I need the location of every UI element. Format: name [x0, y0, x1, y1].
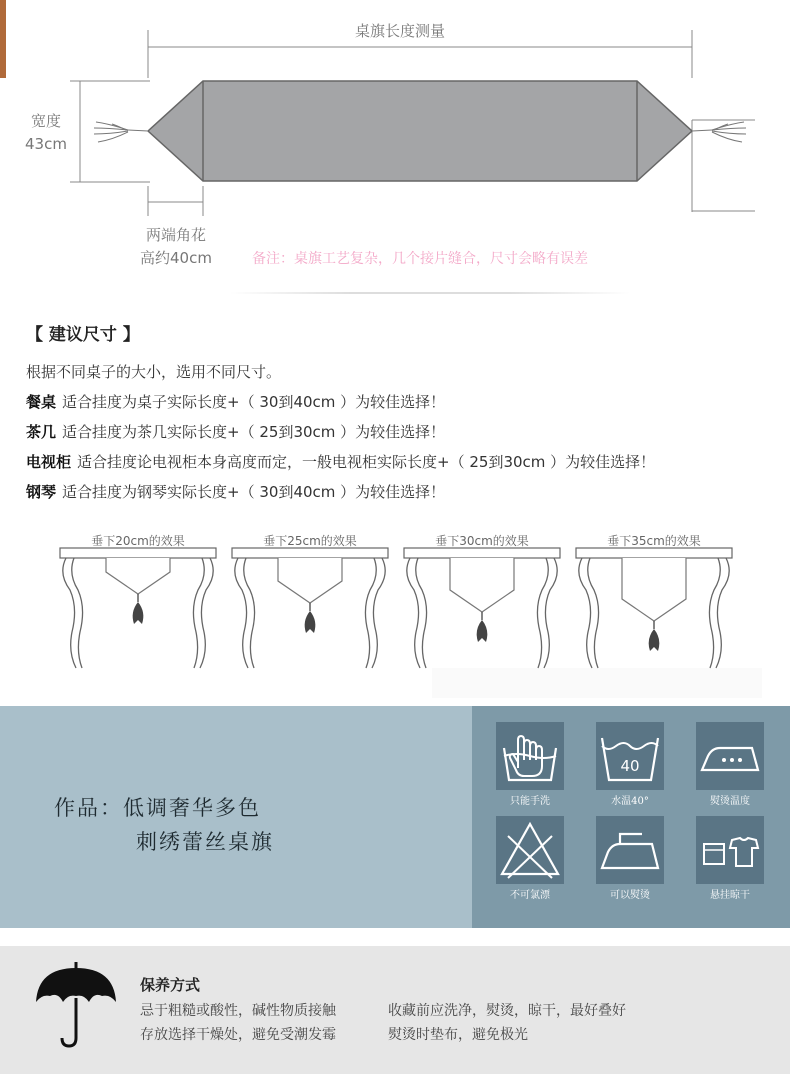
runner-shape — [148, 81, 692, 181]
size-item-tv-cabinet — [26, 447, 776, 477]
right-tassel-icon — [692, 122, 746, 142]
iron-temp-icon — [696, 722, 764, 790]
no-bleach-icon — [496, 816, 564, 884]
size-item-name: 茶几 — [26, 423, 57, 441]
hang-dry-icon — [696, 816, 764, 884]
tassel-icon — [133, 602, 144, 624]
drop-card-30 — [402, 528, 562, 678]
table-leg-right-inner — [365, 558, 376, 668]
size-item-text: 适合挂度为桌子实际长度+（ 30到40cm ）为较佳选择！ — [62, 393, 446, 411]
runner-drop-35 — [622, 558, 686, 621]
measurement-diagram — [0, 0, 790, 290]
drop-illustration — [58, 528, 218, 678]
table-leg-left — [63, 558, 76, 668]
hand-wash-label: 只能手洗 — [510, 796, 550, 807]
table-leg-left — [235, 558, 248, 668]
size-item-name: 电视柜 — [26, 453, 72, 471]
corner-label-line2: 高约40cm — [140, 249, 212, 267]
table-leg-right-inner — [709, 558, 720, 668]
corner-label-line1: 两端角花 — [145, 226, 206, 244]
table-leg-right — [716, 558, 729, 668]
size-item-piano — [26, 477, 776, 507]
drop-label: 垂下30cm的效果 — [435, 534, 529, 548]
size-item-dining-table — [26, 387, 776, 417]
runner-drop-25 — [278, 558, 342, 603]
table-leg-left-inner — [72, 558, 83, 668]
table-top — [60, 548, 216, 558]
wash-40-number: 40 — [620, 757, 640, 775]
wash-40-icon — [596, 722, 664, 790]
suggested-sizes — [26, 320, 776, 507]
table-leg-right-inner — [537, 558, 548, 668]
section-divider — [230, 292, 630, 294]
maintenance-line: 存放选择干燥处，避免受潮发霉 — [140, 1027, 336, 1043]
drop-label: 垂下35cm的效果 — [607, 534, 701, 548]
runner-drop-30 — [450, 558, 514, 612]
hang-dry-label: 悬挂晾干 — [710, 890, 750, 901]
table-leg-right-inner — [193, 558, 204, 668]
iron-ok-icon — [596, 816, 664, 884]
product-title-line2: 刺绣蕾丝桌旗 — [136, 830, 274, 854]
drop-label: 垂下25cm的效果 — [263, 534, 357, 548]
table-leg-left-inner — [244, 558, 255, 668]
size-item-name: 餐桌 — [26, 393, 57, 411]
table-runner-diagram — [0, 0, 790, 290]
iron-temp-label: 熨烫温度 — [710, 796, 750, 807]
care-symbols-panel — [472, 706, 790, 928]
hand-wash-icon — [496, 722, 564, 790]
table-leg-left — [407, 558, 420, 668]
drop-illustration — [402, 528, 562, 678]
drop-card-20 — [58, 528, 218, 678]
maintenance-section — [0, 946, 790, 1074]
tassel-icon — [305, 611, 316, 633]
drop-illustration — [574, 528, 734, 678]
size-item-text: 适合挂度论电视柜本身高度而定，一般电视柜实际长度+（ 25到30cm ）为较佳选择！ — [77, 453, 656, 471]
width-label-line1: 宽度 — [30, 112, 61, 130]
width-label — [18, 110, 74, 156]
product-title-line1: 作品：低调奢华多色 — [54, 796, 261, 820]
table-leg-right — [200, 558, 213, 668]
width-label-line2: 43cm — [25, 135, 67, 153]
size-item-text: 适合挂度为钢琴实际长度+（ 30到40cm ）为较佳选择！ — [62, 483, 446, 501]
table-top — [404, 548, 560, 558]
table-top — [576, 548, 732, 558]
size-item-tea-table — [26, 417, 776, 447]
iron-ok-label: 可以熨烫 — [610, 890, 650, 901]
corner-label — [128, 224, 224, 270]
length-label: 桌旗长度测量 — [354, 22, 445, 40]
tassel-icon — [649, 629, 660, 651]
wash-40-label: 水温40° — [611, 796, 649, 807]
size-item-name: 钢琴 — [26, 483, 57, 501]
table-leg-right — [372, 558, 385, 668]
maintenance-line: 熨烫时垫布，避免极光 — [388, 1027, 528, 1043]
table-leg-left-inner — [588, 558, 599, 668]
drop-effects — [0, 528, 790, 708]
table-leg-left-inner — [416, 558, 427, 668]
suggested-sizes-title: 【 建议尺寸 】 — [26, 325, 140, 345]
suggested-sizes-intro: 根据不同桌子的大小，选用不同尺寸。 — [26, 363, 282, 381]
maintenance-line: 收藏前应洗净，熨烫，晾干，最好叠好 — [388, 1003, 626, 1019]
tassel-icon — [477, 620, 488, 642]
umbrella-icon — [34, 958, 118, 1050]
drop-card-35 — [574, 528, 734, 678]
drop-illustration — [230, 528, 390, 678]
table-top — [232, 548, 388, 558]
product-banner — [0, 706, 790, 928]
maintenance-title: 保养方式 — [140, 976, 201, 994]
runner-drop-20 — [106, 558, 170, 594]
tolerance-note: 备注：桌旗工艺复杂，几个接片缝合，尺寸会略有误差 — [252, 251, 588, 267]
drop-card-25 — [230, 528, 390, 678]
drop-label: 垂下20cm的效果 — [91, 534, 185, 548]
size-item-text: 适合挂度为茶几实际长度+（ 25到30cm ）为较佳选择！ — [62, 423, 446, 441]
no-bleach-label: 不可氯漂 — [510, 890, 550, 901]
table-leg-right — [544, 558, 557, 668]
left-tassel-icon — [94, 122, 148, 142]
maintenance-line: 忌于粗糙或酸性，碱性物质接触 — [140, 1003, 336, 1019]
table-leg-left — [579, 558, 592, 668]
